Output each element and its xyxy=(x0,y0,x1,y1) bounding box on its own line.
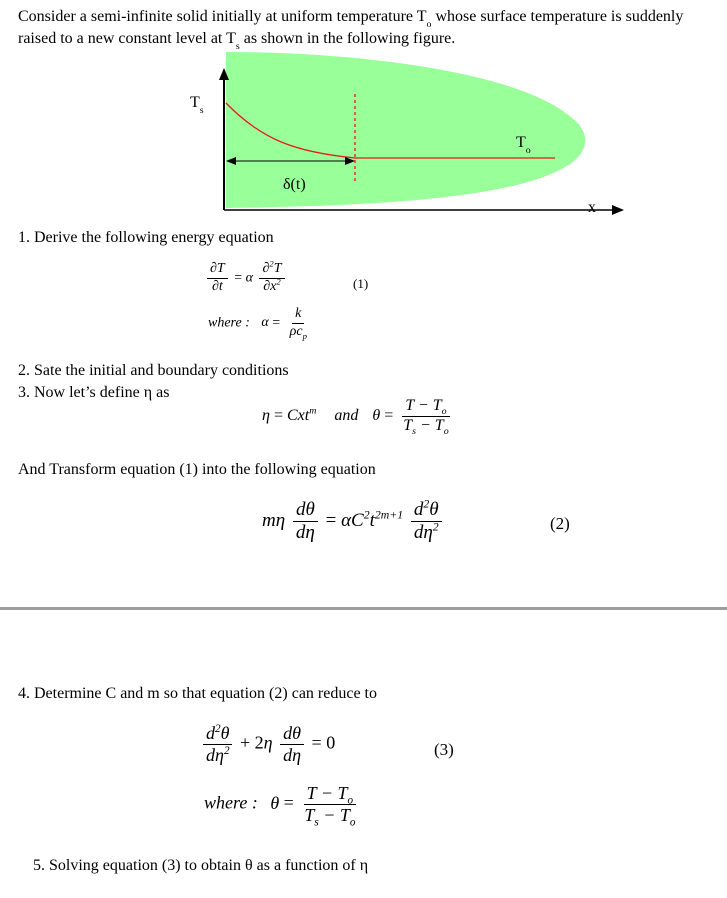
delta-label: δ(t) xyxy=(283,176,306,193)
figure-svg xyxy=(0,0,727,230)
x-axis-arrowhead xyxy=(612,205,624,215)
transformed-equation: mη $\frac{d\theta}{d\eta}$ = $\alpha C^2t^{2m+1}$ $\frac{d^2\theta}{d\eta^2}$ xyxy=(262,500,445,543)
item-1-text: 1. Derive the following energy equation xyxy=(18,229,274,246)
equation-2-number: (2) xyxy=(550,514,570,533)
eta-theta-definition: η = Cxt$^m$ and θ = $\frac{T - T_o}{T_s - T_o}$ xyxy=(262,397,449,437)
item-3-text: 3. Now let’s define η as xyxy=(18,384,170,401)
to-label: $T_o$ xyxy=(516,134,531,156)
intro-paragraph: Consider a semi-infinite solid initially at uniform temperature $T_o$ whose surface temperature is suddenly raised to a new constant level at $T_s$ as shown in the following figure. xyxy=(18,8,684,52)
equation-3-number: (3) xyxy=(434,740,454,759)
alpha-definition: where : α = $\frac{k}{\rho c_p}$ xyxy=(208,306,307,341)
item-5-text: 5. Solving equation (3) to obtain θ as a function of η xyxy=(33,857,369,874)
temperature-profile-figure xyxy=(0,0,727,230)
equation-1-number: (1) xyxy=(353,276,369,291)
page-divider xyxy=(0,607,727,610)
item-4-text: 4. Determine C and m so that equation (2) can reduce to xyxy=(18,685,377,702)
solid-region xyxy=(226,52,585,208)
theta-definition: where : θ = $\frac{T - T_o}{T_s - T_o}$ xyxy=(204,783,356,829)
energy-equation: $\frac{\partial T}{\partial t}$ = α $\frac{\partial^2T}{\partial x^2}$ xyxy=(204,262,288,294)
reduced-equation: $\frac{d^2\theta}{d\eta^2}$ + 2η $\frac{d\theta}{d\eta}$ = 0 xyxy=(200,724,335,765)
ts-label: $T_s$ xyxy=(190,94,204,116)
x-axis-label: x xyxy=(588,199,596,216)
transform-text: And Transform equation (1) into the following equation xyxy=(18,461,376,478)
item-2-text: 2. Sate the initial and boundary conditions xyxy=(18,362,289,379)
